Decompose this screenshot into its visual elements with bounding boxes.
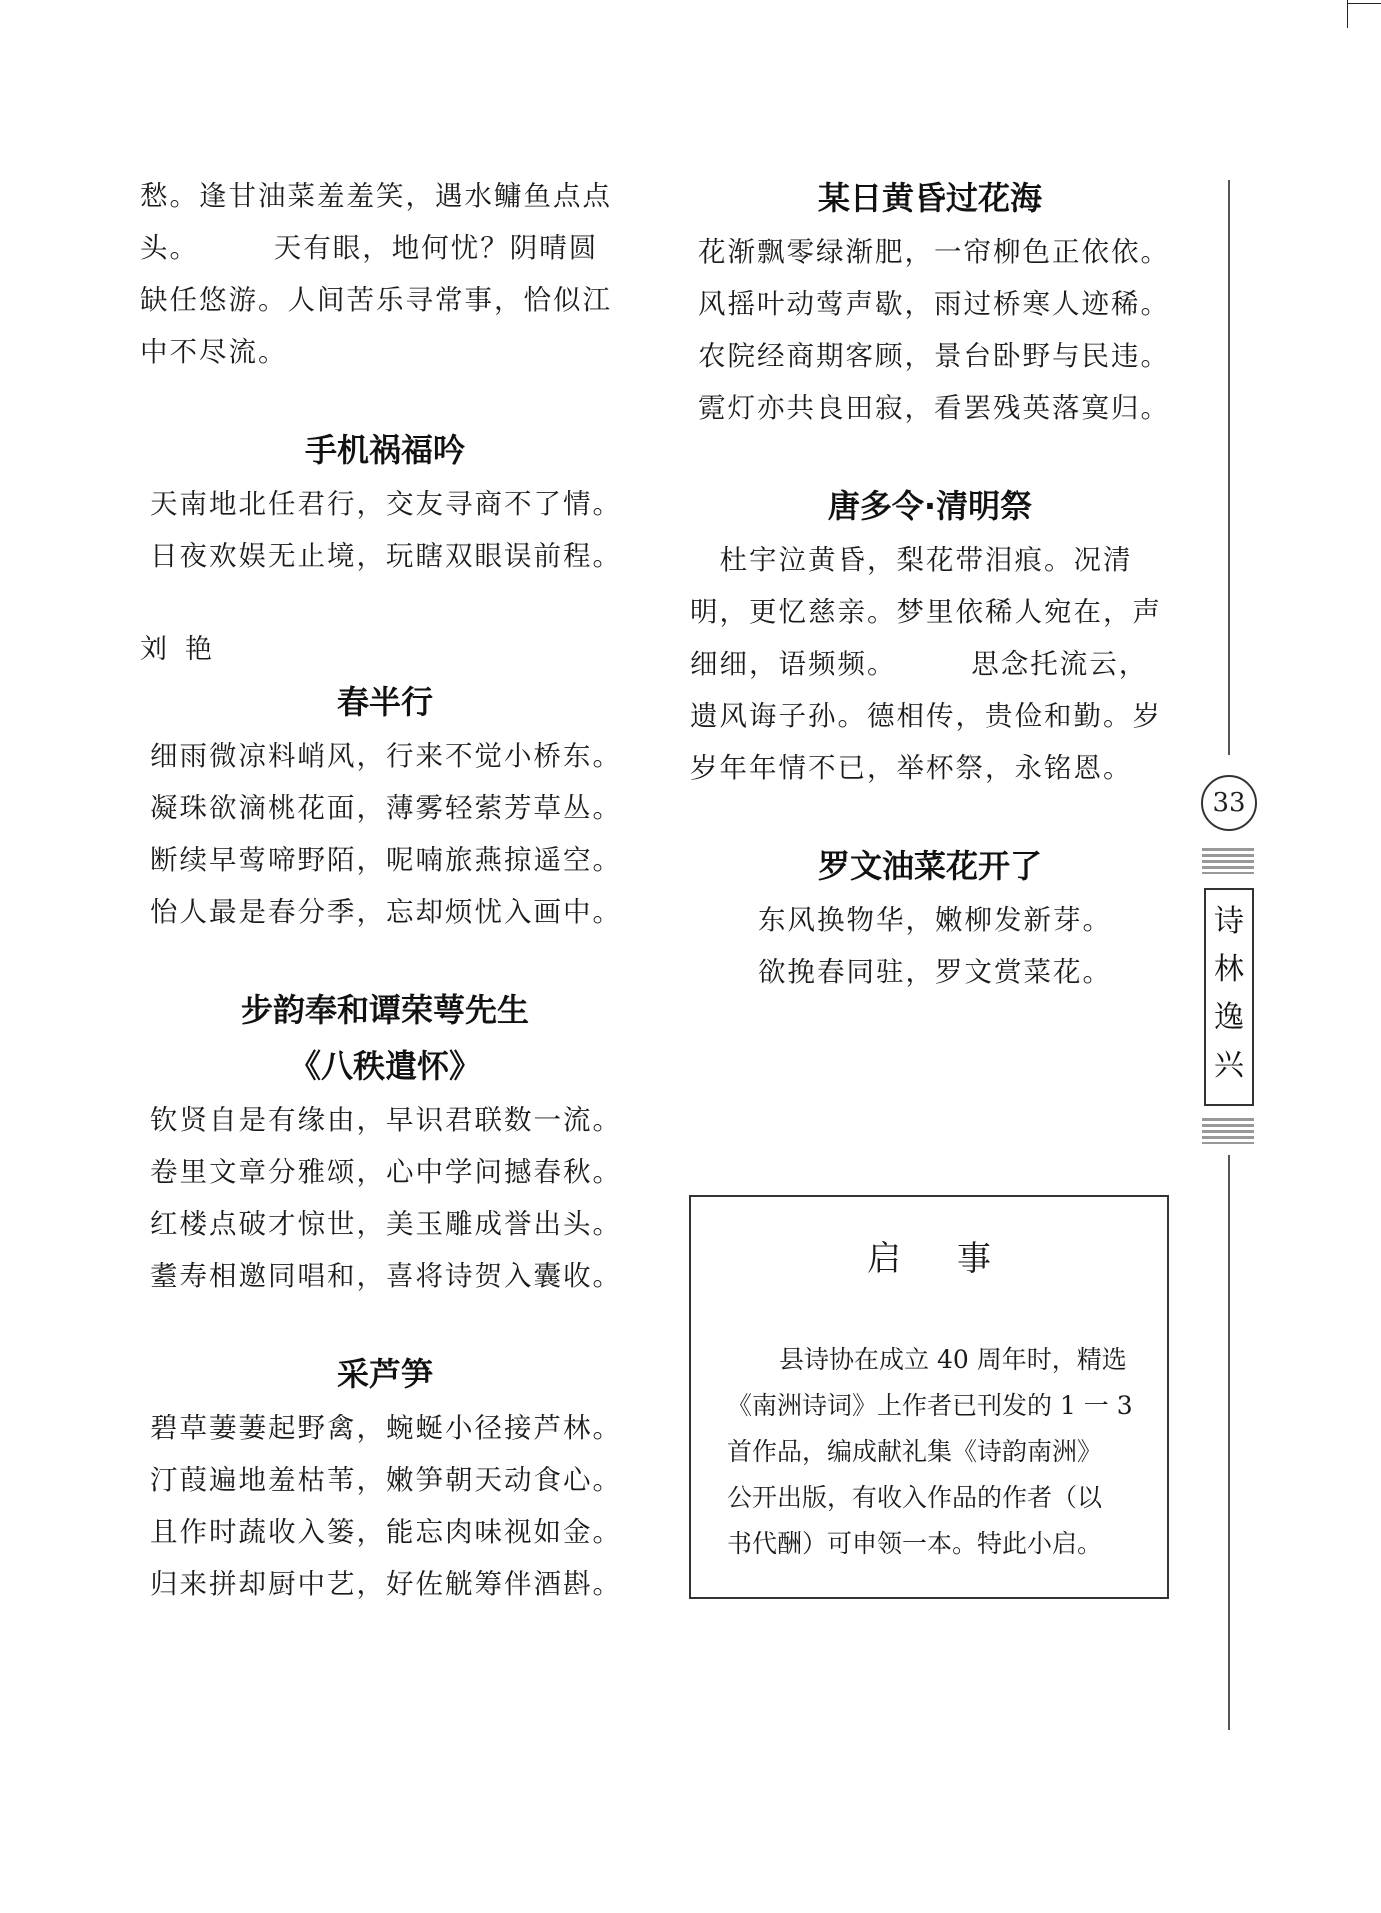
poem-line: 霓灯亦共良田寂，看罢残英落寞归。 <box>698 392 1170 424</box>
poem-title: 罗文油菜花开了 <box>817 847 1042 885</box>
sidebar-rule-top <box>1228 180 1230 755</box>
poem-line: 遗风诲子孙。德相传，贵俭和勤。岁 <box>690 700 1162 732</box>
poem-line: 汀葭遍地羞枯苇，嫩笋朝天动食心。 <box>150 1464 622 1496</box>
poem-line: 日夜欢娱无止境，玩瞎双眼误前程。 <box>150 540 622 572</box>
poem-line: 细雨微凉料峭风，行来不觉小桥东。 <box>150 740 622 772</box>
notice-line: 首作品，编成献礼集《诗韵南洲》 <box>727 1437 1103 1466</box>
section-label-box <box>1204 888 1254 1106</box>
poem-luowen <box>690 838 1170 998</box>
poem-line: 岁年年情不已，举杯祭，永铭恩。 <box>690 752 1133 784</box>
poem-line: 耋寿相邀同唱和，喜将诗贺入囊收。 <box>150 1260 622 1292</box>
poem-shouji <box>140 422 630 582</box>
poem-line: 欲挽春同驻，罗文赏菜花。 <box>758 956 1112 988</box>
notice-line: 公开出版，有收入作品的作者（以 <box>727 1483 1103 1512</box>
poem-line: 凝珠欲滴桃花面，薄雾轻萦芳草丛。 <box>150 792 622 824</box>
poem-line: 红楼点破才惊世，美玉雕成誉出头。 <box>150 1208 622 1240</box>
prose-line: 缺任悠游。人间苦乐寻常事，恰似江 <box>140 284 612 316</box>
sidebar-rule-bottom <box>1228 1155 1230 1730</box>
prose-continuation <box>140 170 630 378</box>
poem-cailusun <box>140 1346 630 1610</box>
poem-line: 且作时蔬收入篓，能忘肉味视如金。 <box>150 1516 622 1548</box>
poem-line: 东风换物华，嫩柳发新芽。 <box>758 904 1112 936</box>
poem-tangduoling <box>690 478 1170 794</box>
poem-title: 某日黄昏过花海 <box>817 179 1042 217</box>
prose-line: 愁。逢甘油菜羞羞笑，遇水鳙鱼点点 <box>140 180 612 212</box>
poem-title: 采芦笋 <box>336 1355 433 1393</box>
section-char: 林 <box>1214 952 1244 987</box>
poem-title: 手机祸福吟 <box>304 431 465 469</box>
poem-line: 断续早莺啼野陌，呢喃旅燕掠遥空。 <box>150 844 622 876</box>
right-column <box>690 170 1170 998</box>
poem-chunbanxing <box>140 674 630 938</box>
poem-line: 天南地北任君行，交友寻商不了情。 <box>150 488 622 520</box>
notice-line: 书代酬）可申领一本。特此小启。 <box>727 1529 1103 1558</box>
poem-line: 杜宇泣黄昏，梨花带泪痕。况清 <box>690 544 1133 576</box>
page-number: 33 <box>1201 775 1257 831</box>
poem-buyun <box>140 982 630 1302</box>
poem-line: 钦贤自是有缘由，早识君联数一流。 <box>150 1104 622 1136</box>
poem-line: 风摇叶动莺声歇，雨过桥寒人迹稀。 <box>698 288 1170 320</box>
notice-line: 县诗协在成立 40 周年时，精选 <box>779 1345 1127 1374</box>
poem-line: 明，更忆慈亲。梦里依稀人宛在，声 <box>690 596 1162 628</box>
poem-line: 花渐飘零绿渐肥，一帘柳色正依依。 <box>698 236 1170 268</box>
notice-line: 《南洲诗词》上作者已刊发的 1 一 3 <box>727 1391 1133 1420</box>
poem-line: 细细，语频频。 思念托流云， <box>690 648 1149 680</box>
notice-box <box>689 1195 1169 1599</box>
section-label-ornament <box>1202 848 1254 874</box>
poem-line: 怡人最是春分季，忘却烦忧入画中。 <box>150 896 622 928</box>
poem-title: 唐多令·清明祭 <box>827 487 1033 525</box>
poem-mouri <box>690 170 1170 434</box>
poem-title: 春半行 <box>336 683 433 721</box>
poem-subtitle: 《八秩遣怀》 <box>288 1047 481 1085</box>
left-column <box>140 170 630 1610</box>
poem-title: 步韵奉和谭荣萼先生 <box>240 991 529 1029</box>
author-name: 刘艳 <box>140 634 230 665</box>
section-label-ornament <box>1202 1118 1254 1144</box>
poem-line: 归来拼却厨中艺，好佐觥筹伴酒斟。 <box>150 1568 622 1600</box>
section-label <box>1202 848 1254 1144</box>
corner-rule-horizontal <box>1348 3 1381 4</box>
notice-body <box>727 1337 1147 1567</box>
poem-line: 卷里文章分雅颂，心中学问撼春秋。 <box>150 1156 622 1188</box>
section-char: 逸 <box>1214 1000 1244 1035</box>
notice-title: 启事 <box>867 1239 1047 1279</box>
corner-rule-vertical <box>1347 0 1348 28</box>
section-char: 诗 <box>1214 904 1244 939</box>
section-char: 兴 <box>1214 1048 1244 1083</box>
poem-line: 农院经商期客顾，景台卧野与民违。 <box>698 340 1170 372</box>
prose-line: 头。 天有眼，地何忧？阴晴圆 <box>140 232 599 264</box>
poem-line: 碧草萋萋起野禽，蜿蜒小径接芦林。 <box>150 1412 622 1444</box>
prose-line: 中不尽流。 <box>140 336 288 368</box>
